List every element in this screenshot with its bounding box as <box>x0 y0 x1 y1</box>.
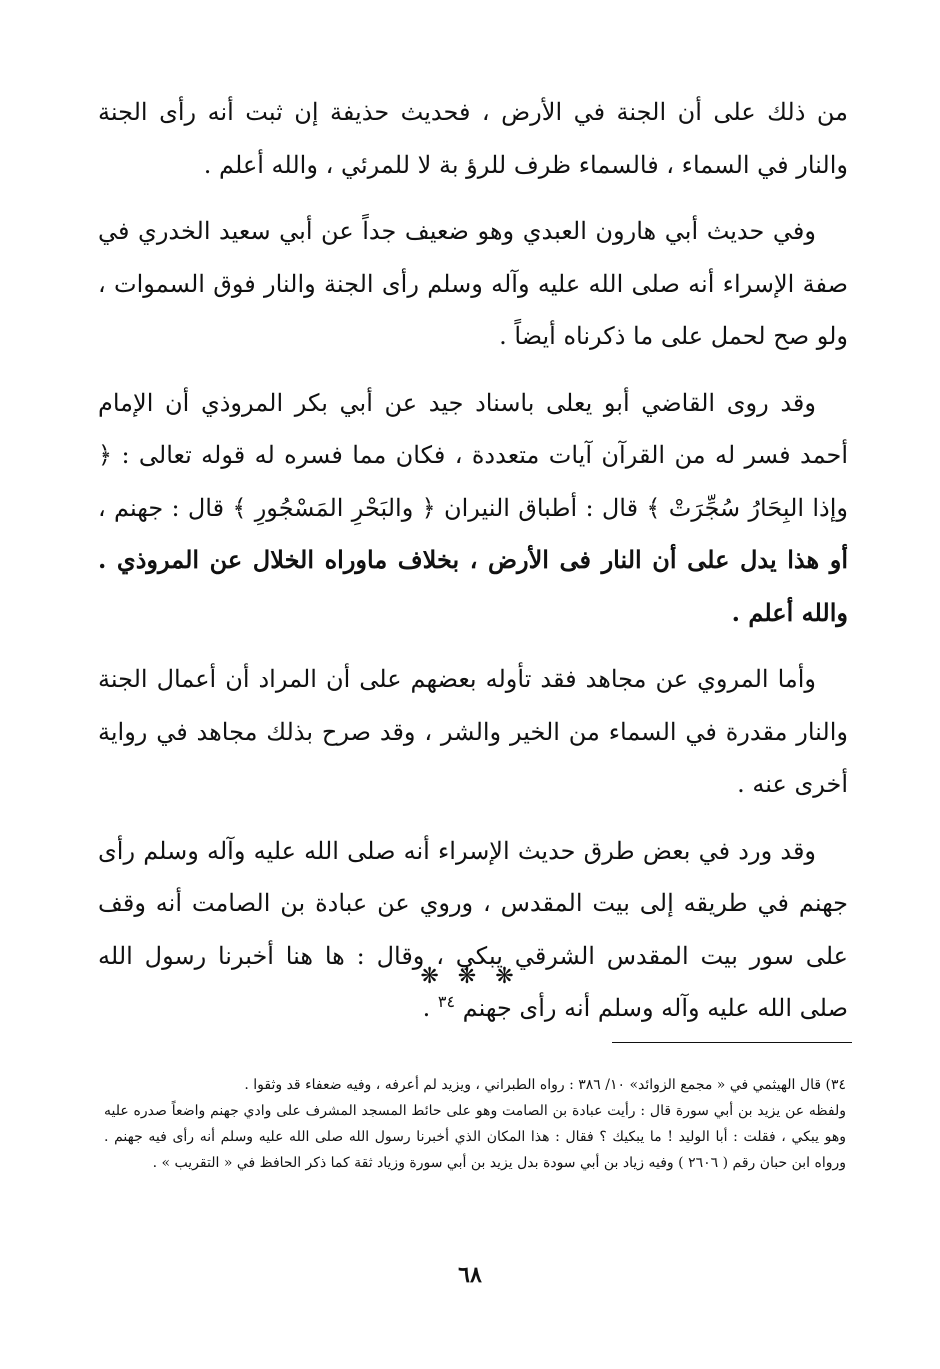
main-text <box>98 86 848 1049</box>
paragraph-1: من ذلك على أن الجنة في الأرض ، فحديث حذيفة إن ثبت أنه رأى الجنة والنار في السماء ، فالسماء ظرف للرؤ بة لا للمرئي ، والله أعلم . <box>98 98 848 179</box>
section-separator-stars: ❋ ❋ ❋ <box>420 964 520 989</box>
paragraph-3-bold-text: أو هذا يدل على أن النار فى الأرض ، بخلاف ماوراه الخلال عن المروذي . والله أعلم . <box>98 545 848 627</box>
paragraph-5-text: وقد ورد في بعض طرق حديث الإسراء أنه صلى الله عليه وآله وسلم رأى جهنم في طريقه إلى بيت المقدس ، وروي عن عبادة بن الصامت أنه وقف على سور بيت المقدس الشرقي يبكي ، وقال : ها هنا أخبرنا رسول الله صلى الله عليه وآله وسلم أنه رأى جهنم <box>98 836 848 1022</box>
paragraph-5 <box>98 825 848 1035</box>
page-number: ٦٨ <box>458 1262 482 1288</box>
footnote-reference: ٣٤ <box>437 992 456 1011</box>
footnote-34: ٣٤) قال الهيثمي في « مجمع الزوائد» ١٠/ ٣٨٦ : رواه الطبراني ، ويزيد لم أعرفه ، وفيه ضعفاء قد وثقوا . <box>244 1077 846 1093</box>
footnote-divider <box>612 1042 852 1043</box>
paragraph-2: وفي حديث أبي هارون العبدي وهو ضعيف جداً عن أبي سعيد الخدري في صفة الإسراء أنه صلى الله عليه وآله وسلم رأى الجنة والنار فوق السموات ، ولو صح لحمل على ما ذكرناه أيضاً . <box>98 217 848 350</box>
paragraph-4: وأما المروي عن مجاهد فقد تأوله بعضهم على أن المراد أن أعمال الجنة والنار مقدرة في السماء من الخير والشر ، وقد صرح بذلك مجاهد في رواية أخرى عنه . <box>98 665 848 798</box>
footnote-34-continued: ولفظه عن يزيد بن أبي سورة قال : رأيت عبادة بن الصامت وهو على حائط المسجد المشرف على وادي جهنم واضعاً صدره عليه وهو يبكي ، فقلت : أبا الوليد ! ما يبكيك ؟ فقال : هذا المكان الذي أخبرنا رسول الله صلى الله عليه وسلم أنه رأى فيه جهنم . ورواه ابن حبان رقم ( ٢٦٠٦ ) وفيه زياد بن أبي سودة بدل يزيد بن أبي سورة وزياد ثقة كما ذكر الحافظ في « التقريب » . <box>104 1103 846 1171</box>
paragraph-3 <box>98 377 848 640</box>
footnotes <box>104 1072 846 1176</box>
paragraph-3-text: وقد روى القاضي أبو يعلى باسناد جيد عن أبي بكر المروذي أن الإمام أحمد فسر له من القرآن آيات متعددة ، فكان مما فسره له قوله تعالى : ﴿ وإذا البِحَارُ سُجِّرَتْ ﴾ قال : أطباق النيران ﴿ والبَحْرِ المَسْجُورِ ﴾ قال : جهنم ، <box>98 388 848 522</box>
paragraph-5-end: . <box>422 994 431 1022</box>
